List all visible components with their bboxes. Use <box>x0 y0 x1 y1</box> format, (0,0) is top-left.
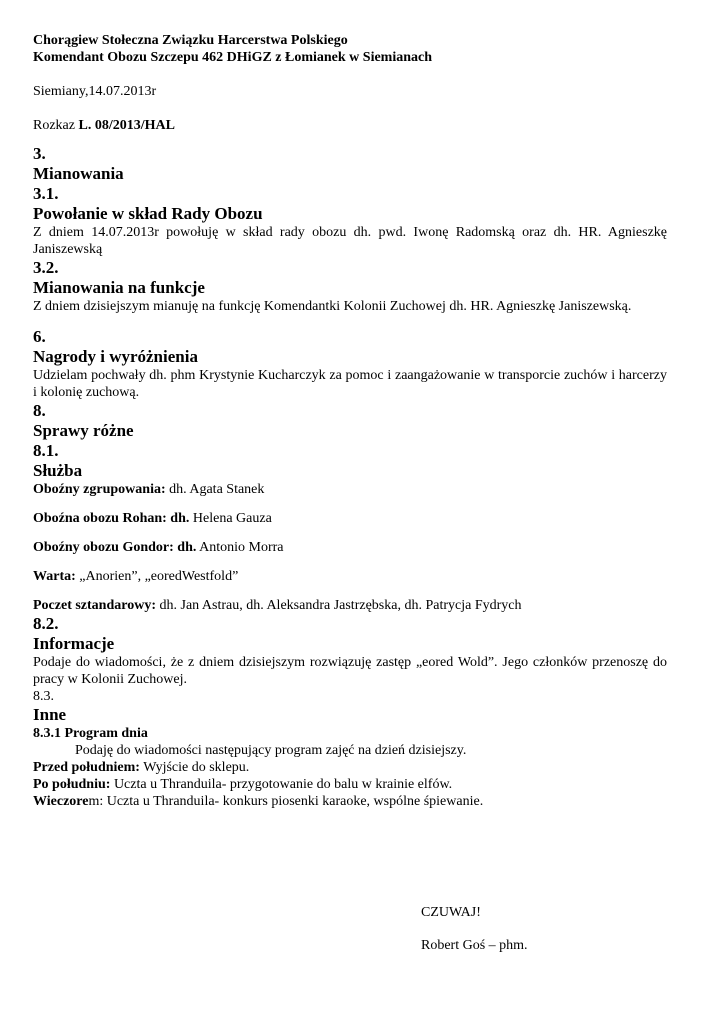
section-6-number: 6. <box>33 327 46 346</box>
signature-motto: CZUWAJ! <box>421 905 481 920</box>
section-3-title: Mianowania <box>33 164 124 183</box>
program-intro: Podaję do wiadomości następujący program zajęć na dzień dzisiejszy. <box>75 743 467 758</box>
section-8-3-1-title: 8.3.1 Program dnia <box>33 726 148 741</box>
section-6-title: Nagrody i wyróżnienia <box>33 347 198 366</box>
place-date: Siemiany,14.07.2013r <box>33 84 157 99</box>
section-3-2-number: 3.2. <box>33 258 59 277</box>
section-3-1-text: Z dniem 14.07.2013r powołuję w skład rady obozu dh. pwd. Iwonę Radomską oraz dh. HR. Agnieszkę Janiszewską <box>33 225 667 257</box>
section-3-1-title: Powołanie w skład Rady Obozu <box>33 204 263 223</box>
section-3-1-number: 3.1. <box>33 184 59 203</box>
duty-row: Oboźny zgrupowania: dh. Agata Stanek <box>33 482 265 497</box>
camp-commander-line: Komendant Obozu Szczepu 462 DHiGZ z Łomianek w Siemianach <box>33 50 433 65</box>
order-number: Rozkaz L. 08/2013/HAL <box>33 118 175 133</box>
signature-name: Robert Goś – phm. <box>421 938 528 953</box>
section-8-3-number: 8.3. <box>33 689 54 704</box>
section-8-2-title: Informacje <box>33 634 115 653</box>
program-row: Wieczorem: Uczta u Thranduila- konkurs piosenki karaoke, wspólne śpiewanie. <box>33 794 484 809</box>
section-8-title: Sprawy różne <box>33 421 134 440</box>
section-3-number: 3. <box>33 144 46 163</box>
section-3-2-text: Z dniem dzisiejszym mianuję na funkcję Komendantki Kolonii Zuchowej dh. HR. Agnieszkę Janiszewską. <box>33 299 632 314</box>
document-body <box>33 32 667 810</box>
program-row: Po południu: Uczta u Thranduila- przygotowanie do balu w krainie elfów. <box>33 777 453 792</box>
duty-row: Warta: „Anorien”, „eoredWestfold” <box>33 569 239 584</box>
section-8-2-number: 8.2. <box>33 614 59 633</box>
section-8-2-text: Podaje do wiadomości, że z dniem dzisiejszym rozwiązuję zastęp „eored Wold”. Jego członków przenoszę do pracy w Kolonii Zuchowej. <box>33 655 667 687</box>
section-8-1-title: Służba <box>33 461 83 480</box>
duty-row: Poczet sztandarowy: dh. Jan Astrau, dh. Aleksandra Jastrzębska, dh. Patrycja Fydrych <box>33 598 522 613</box>
organization-name: Chorągiew Stołeczna Związku Harcerstwa Polskiego <box>33 33 348 48</box>
section-3-2-title: Mianowania na funkcje <box>33 278 205 297</box>
program-row: Przed południem: Wyjście do sklepu. <box>33 760 250 775</box>
section-6-text: Udzielam pochwały dh. phm Krystynie Kucharczyk za pomoc i zaangażowanie w transporcie zuchów i harcerzy i kolonię zuchową. <box>33 368 667 400</box>
section-8-3-title: Inne <box>33 705 67 724</box>
section-8-1-number: 8.1. <box>33 441 59 460</box>
section-8-number: 8. <box>33 401 46 420</box>
duty-row: Oboźny obozu Gondor: dh. Antonio Morra <box>33 540 284 555</box>
duty-row: Oboźna obozu Rohan: dh. Helena Gauza <box>33 511 272 526</box>
